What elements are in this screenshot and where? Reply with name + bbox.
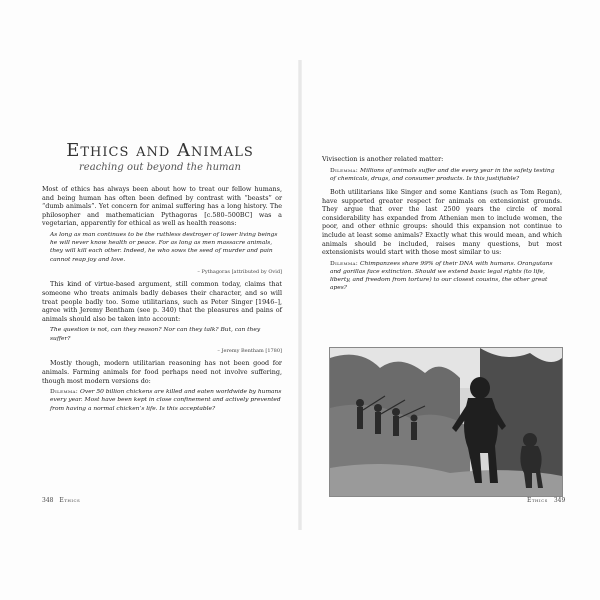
page-number: 348 (42, 497, 54, 504)
running-head: Ethics (59, 497, 81, 504)
quote-attribution: – Jeremy Bentham [1780] (217, 347, 282, 354)
running-head: Ethics (527, 497, 548, 504)
dilemma-box (330, 167, 562, 183)
dilemma-box (330, 260, 562, 293)
left-folio (42, 497, 84, 504)
right-page (300, 0, 600, 600)
book-gutter (298, 60, 302, 530)
bentham-quote: The question is not, can they reason? Nor can they talk? But, can they suffer? (50, 327, 261, 342)
dilemma-box (50, 388, 282, 413)
dilemma-label: Dilemma: (330, 260, 359, 267)
chapter-subtitle: reaching out beyond the human (79, 162, 241, 173)
body-paragraph: Both utilitarians like Singer and some Kantians (such as Tom Regan), have supported greater respect for animals on extensionist grounds. They argue that over the last 2500 years the circle of moral considerability has expanded from Athenian men to include women, the poor, and other ethnic groups: should this expansion not continue to include at least some animals? Exactly what this would mean, and which animals should be included, raises many questions, but most extensionists would start with those most similar to us: (322, 188, 562, 257)
body-paragraph: This kind of virtue-based argument, still common today, claims that someone who treats animals badly debases their character, and so will treat people badly too. Some utilitarians, such as Peter Singer [1946–], agree with Jeremy Bentham (see p. 340) that the pleasures and pains of animals should also be taken into account: (42, 280, 282, 323)
chapter-title: Ethics and Animals (66, 140, 254, 161)
pythagoras-quote: As long as man continues to be the ruthless destroyer of lower living beings he will never know health or peace. For as long as men massacre animals, they will kill each other. Indeed, he who sows the seed of murder and pain cannot reap joy and love. (50, 231, 278, 263)
dilemma-text: Millions of animals suffer and die every year in the safety testing of chemicals, drugs, and consumer products. Is this justifiable? (330, 167, 555, 182)
body-paragraph: Most of ethics has always been about how to treat our fellow humans, and being human has often been defined by contrast with “beasts” or “dumb animals”. Yet concern for animal suffering has a long history. The philosopher and mathematician Pythagoras [c.580–500BC] was a vegetarian, apparently for ethical as well as health reasons: (42, 185, 282, 228)
apes-engraving-illustration (329, 347, 563, 497)
right-folio (523, 497, 565, 504)
dilemma-label: Dilemma: (330, 167, 359, 174)
dilemma-label: Dilemma: (50, 389, 79, 396)
right-column (322, 155, 562, 298)
page-number: 349 (553, 497, 566, 504)
dilemma-text: Chimpanzees share 99% of their DNA with humans. Orangutans and gorillas face extinction. Should we extend basic legal rights (to life, liberty, and freedom from torture) to our closest cousins, the other great apes? (330, 260, 553, 292)
quote-attribution: – Pythagoras [attributed by Ovid] (197, 268, 282, 275)
left-column (42, 185, 282, 418)
body-paragraph: Mostly though, modern utilitarian reasoning has not been good for animals. Farming animals for food perhaps need not involve suffering, though most modern versions do: (42, 359, 282, 385)
dilemma-text: Over 50 billion chickens are killed and eaten worldwide by humans every year. Most have been kept in close confinement and actively prevented from having a normal chicken’s life. Is this acceptable? (50, 389, 282, 412)
body-paragraph: Vivisection is another related matter: (322, 155, 444, 163)
engraving-drawing (330, 348, 562, 496)
